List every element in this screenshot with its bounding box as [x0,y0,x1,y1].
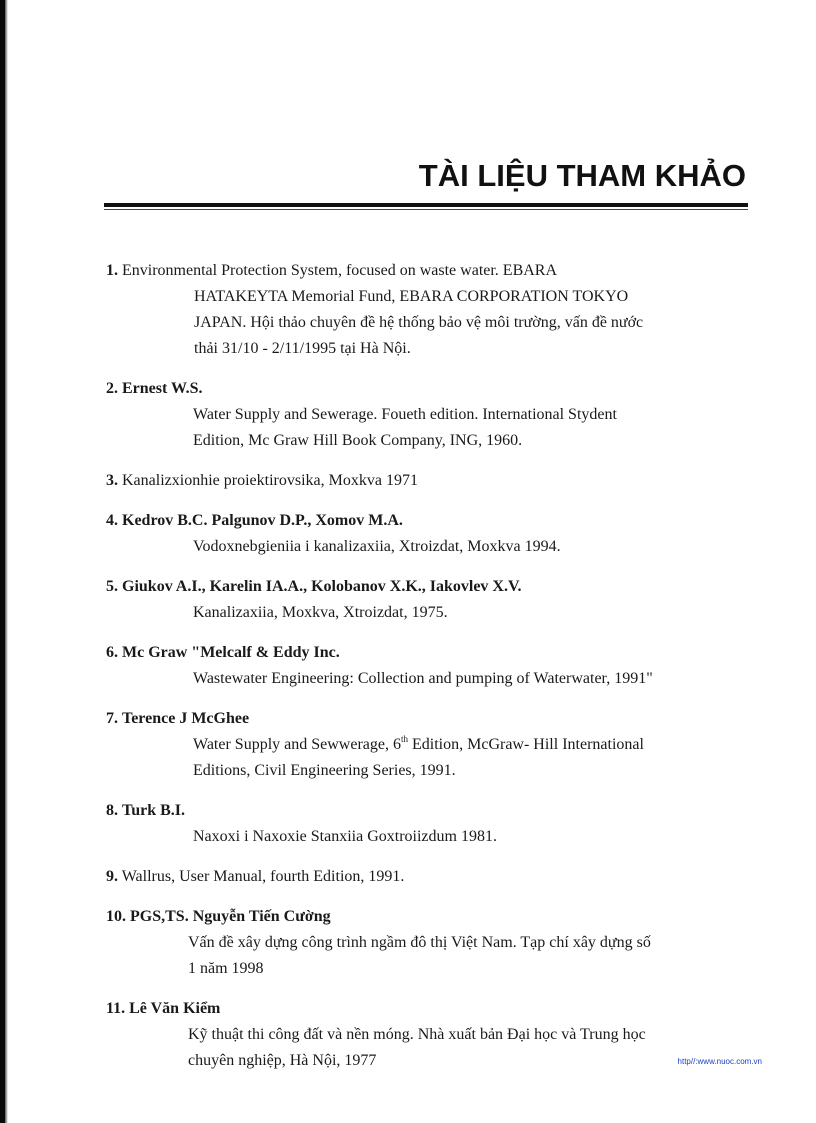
superscript-ordinal: th [400,734,408,744]
reference-number: 11. [106,1000,126,1017]
reference-line [106,508,756,534]
reference-body-line: Vodoxnebgieniia i kanalizaxiia, Xtroizdat, Moxkva 1994. [193,538,561,555]
reference-number: 8. [106,802,118,819]
reference-body-line: Naxoxi i Naxoxie Stanxiia Goxtroiizdum 1981. [193,828,497,845]
reference-author: Lê Văn Kiểm [129,1000,221,1017]
reference-body-line: 1 năm 1998 [188,960,264,977]
scan-border-shadow [5,0,8,1123]
reference-number: 2. [106,380,118,397]
reference-body-line: Water Supply and Sewerage. Foueth edition. International Stydent [193,406,617,423]
reference-item-10 [106,904,756,982]
reference-line [106,258,756,284]
reference-number: 6. [106,644,118,661]
reference-item-5 [106,574,756,626]
reference-body-text: Water Supply and Sewwerage, 6 [193,736,401,753]
reference-line [106,468,756,494]
reference-line [106,996,756,1022]
reference-line [106,640,756,666]
reference-body-line: Wastewater Engineering: Collection and pumping of Waterwater, 1991" [193,670,653,687]
reference-author: Kedrov B.C. Palgunov D.P., Xomov M.A. [122,512,403,529]
reference-item-1 [106,258,756,362]
reference-author: Terence J McGhee [122,710,250,727]
reference-line [106,864,756,890]
reference-item-9 [106,864,756,890]
reference-number: 3. [106,472,118,489]
reference-body-line: Vấn đề xây dựng công trình ngầm đô thị Việt Nam. Tạp chí xây dựng số [188,934,651,951]
reference-body-line: Editions, Civil Engineering Series, 1991. [193,762,456,779]
reference-body-text: Edition, McGraw- Hill International [408,736,644,753]
reference-line [106,574,756,600]
reference-number: 9. [106,868,118,885]
reference-line [106,904,756,930]
reference-item-4 [106,508,756,560]
reference-item-11 [106,996,756,1074]
reference-body-line: chuyên nghiệp, Hà Nội, 1977 [188,1052,377,1069]
reference-body-line: Kỹ thuật thi công đất và nền móng. Nhà xuất bản Đại học và Trung học [188,1026,646,1043]
reference-line [106,376,756,402]
reference-line [106,798,756,824]
reference-number: 7. [106,710,118,727]
reference-body-line: Edition, Mc Graw Hill Book Company, ING, 1960. [193,432,523,449]
page-title: TÀI LIỆU THAM KHẢO [418,158,746,193]
reference-body-line: Kanalizaxiia, Moxkva, Xtroizdat, 1975. [193,604,448,621]
reference-number: 4. [106,512,118,529]
reference-item-6 [106,640,756,692]
reference-text: Wallrus, User Manual, fourth Edition, 1991. [121,868,405,885]
reference-author: Ernest W.S. [122,380,203,397]
reference-item-2 [106,376,756,454]
footer-url: http//:www.nuoc.com.vn [677,1057,762,1066]
reference-author: Giukov A.I., Karelin IA.A., Kolobanov X.K., Iakovlev X.V. [122,578,522,595]
reference-item-7 [106,706,756,784]
reference-author: Mc Graw "Melcalf & Eddy Inc. [122,644,340,661]
title-rule-thin [104,209,748,210]
reference-number: 5. [106,578,118,595]
reference-item-3 [106,468,756,494]
title-rule [104,203,748,207]
reference-text: Environmental Protection System, focused on waste water. EBARA [122,262,558,279]
reference-author: PGS,TS. Nguyễn Tiến Cường [130,908,331,925]
reference-body-line: HATAKEYTA Memorial Fund, EBARA CORPORATION TOKYO [194,288,629,305]
reference-body-line: JAPAN. Hội thảo chuyên đề hệ thống bảo vệ môi trường, vấn đề nước [194,314,644,331]
reference-body-line [106,732,756,758]
reference-number: 10. [106,908,126,925]
reference-body-line: thải 31/10 - 2/11/1995 tại Hà Nội. [194,340,411,357]
reference-number: 1. [106,262,118,279]
reference-text: Kanalizxionhie proiektirovsika, Moxkva 1971 [122,472,418,489]
reference-line [106,706,756,732]
reference-list [106,258,756,1088]
reference-item-8 [106,798,756,850]
reference-author: Turk B.I. [122,802,185,819]
